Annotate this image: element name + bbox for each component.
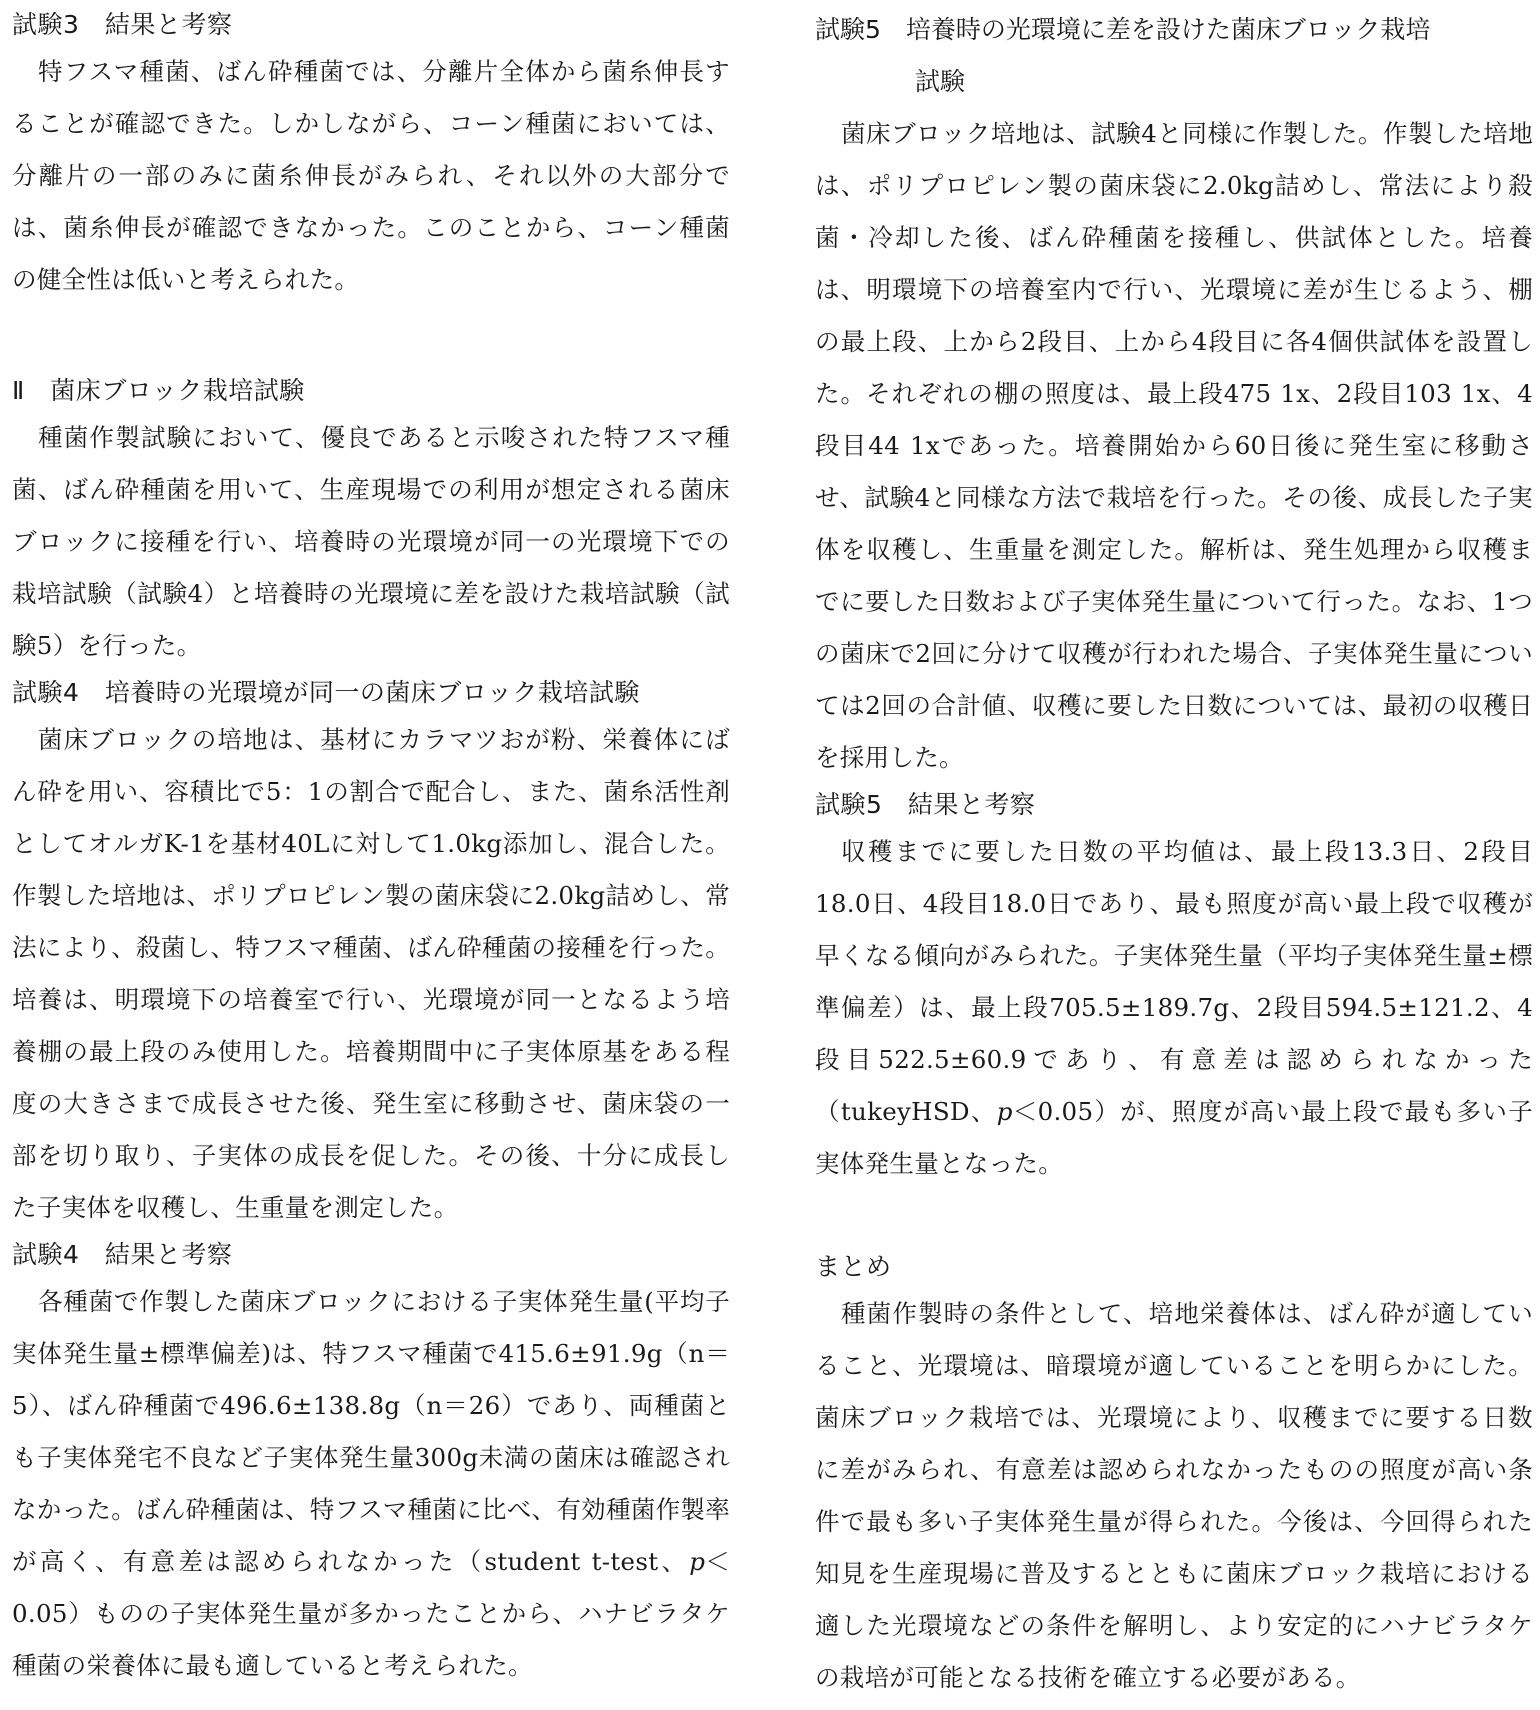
heading-line: 試験5 培養時の光環境に差を設けた菌床ブロック栽培 [815, 15, 1431, 44]
heading-line-continued: 試験 [915, 67, 966, 96]
text-run: ＜0.05）が、照度が高い最上段で最も多い子実体発生量となった。 [815, 1097, 1533, 1178]
text-run: ＜0.05）ものの子実体発生量が多かったことから、ハナビラタケ種菌の栄養体に最も適していると考えられた。 [12, 1547, 730, 1680]
paragraph-test4-results [12, 1276, 730, 1692]
paragraph-test5-results [815, 826, 1533, 1190]
paragraph-test5-method: 菌床ブロック培地は、試験4と同様に作製した。作製した培地は、ポリプロピレン製の菌床袋に2.0kg詰めし、常法により殺菌・冷却した後、ばん砕種菌を接種し、供試体とした。培養は、明環境下の培養室内で行い、光環境に差が生じるよう、棚の最上段、上から2段目、上から4段目に各4個供試体を設置した。それぞれの棚の照度は、最上段475 1x、2段目103 1x、4段目44 1xであった。培養開始から60日後に発生室に移動させ、試験4と同様な方法で栽培を行った。その後、成長した子実体を収穫し、生重量を測定した。解析は、発生処理から収穫までに要した日数および子実体発生量について行った。なお、1つの菌床で2回に分けて収穫が行われた場合、子実体発生量については2回の合計値、収穫に要した日数については、最初の収穫日を採用した。 [815, 119, 1533, 772]
paragraph-test3-results: 特フスマ種菌、ばん砕種菌では、分離片全体から菌糸伸長することが確認できた。しかしながら、コーン種菌においては、分離片の一部のみに菌糸伸長がみられ、それ以外の大部分では、菌糸伸長が確認できなかった。このことから、コーン種菌の健全性は低いと考えられた。 [12, 57, 730, 294]
section-heading-summary: まとめ [815, 1252, 892, 1281]
text-run: 各種菌で作製した菌床ブロックにおける子実体発生量(平均子実体発生量±標準偏差)は、特フスマ種菌で415.6±91.9g（n＝5）、ばん砕種菌で496.6±138.8g（n＝26）であり、両種菌とも子実体発宅不良など子実体発生量300g未満の菌床は確認されなかった。ばん砕種菌は、特フスマ種菌に比べ、有効種菌作製率が高く、有意差は認められなかった（student t-test、 [12, 1287, 730, 1576]
section-heading-test5-results: 試験5 結果と考察 [815, 790, 1036, 819]
text-run: 収穫までに要した日数の平均値は、最上段13.3日、2段目18.0日、4段目18.0日であり、最も照度が高い最上段で収穫が早くなる傾向がみられた。子実体発生量（平均子実体発生量±標準偏差）は、最上段705.5±189.7g、2段目594.5±121.2、4段目522.5±60.9であり、有意差は認められなかった（tukeyHSD、 [815, 837, 1533, 1126]
right-column [815, 4, 1533, 1704]
section-heading-test4: 試験4 培養時の光環境が同一の菌床ブロック栽培試験 [12, 678, 640, 707]
left-column [12, 4, 730, 1692]
spacer [815, 1190, 1533, 1246]
paragraph-summary: 種菌作製時の条件として、培地栄養体は、ばん砕が適していること、光環境は、暗環境が適していることを明らかにした。菌床ブロック栽培では、光環境により、収穫までに要する日数に差がみられ、有意差は認められなかったものの照度が高い条件で最も多い子実体発生量が得られた。今後は、今回得られた知見を生産現場に普及するとともに菌床ブロック栽培における適した光環境などの条件を解明し、より安定的にハナビラタケの栽培が可能となる技術を確立する必要がある。 [815, 1299, 1533, 1692]
section-heading-test3-results: 試験3 結果と考察 [12, 10, 233, 39]
p-value-symbol: p [689, 1547, 706, 1576]
section-heading-test5 [815, 4, 1533, 108]
spacer [12, 306, 730, 370]
paragraph-test4-method: 菌床ブロックの培地は、基材にカラマツおが粉、栄養体にばん砕を用い、容積比で5：1の割合で配合し、また、菌糸活性剤としてオルガK-1を基材40Lに対して1.0kg添加し、混合した。作製した培地は、ポリプロピレン製の菌床袋に2.0kg詰めし、常法により、殺菌し、特フスマ種菌、ばん砕種菌の接種を行った。培養は、明環境下の培養室で行い、光環境が同一となるよう培養棚の最上段のみ使用した。培養期間中に子実体原基をある程度の大きさまで成長させた後、発生室に移動させ、菌床袋の一部を切り取り、子実体の成長を促した。その後、十分に成長した子実体を収穫し、生重量を測定した。 [12, 725, 730, 1222]
p-value-symbol: p [996, 1097, 1013, 1126]
section-heading-test4-results: 試験4 結果と考察 [12, 1240, 233, 1269]
paragraph-block-cultivation-intro: 種菌作製試験において、優良であると示唆された特フスマ種菌、ばん砕種菌を用いて、生産現場での利用が想定される菌床ブロックに接種を行い、培養時の光環境が同一の光環境下での栽培試験（試験4）と培養時の光環境に差を設けた栽培試験（試験5）を行った。 [12, 423, 730, 660]
section-heading-block-cultivation: Ⅱ 菌床ブロック栽培試験 [12, 376, 305, 405]
